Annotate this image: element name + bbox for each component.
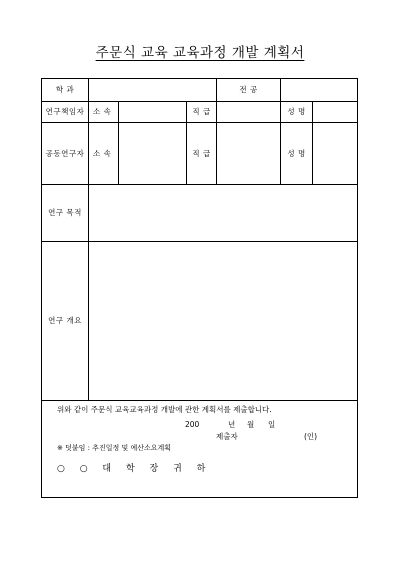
co-researcher-label: 공동연구자: [42, 123, 89, 185]
document-title: 주문식 교육 교육과정 개발 계획서: [95, 45, 305, 61]
lead-affiliation-label: 소 속: [89, 102, 119, 123]
co-position-field[interactable]: [217, 123, 281, 185]
lead-position-label: 직 급: [187, 102, 217, 123]
major-field[interactable]: [281, 79, 358, 102]
lead-affiliation-field[interactable]: [119, 102, 187, 123]
co-position-label: 직 급: [187, 123, 217, 185]
overview-label: 연구 개요: [42, 242, 89, 401]
plan-form-table: [41, 78, 358, 498]
submission-statement: 위와 같이 주문식 교육교육과정 개발에 관한 계획서를 제출합니다.: [57, 405, 272, 414]
lead-name-label: 성 명: [281, 102, 313, 123]
year-prefix: 200: [185, 420, 200, 429]
submitter-label: 제출자: [216, 432, 238, 441]
lead-position-field[interactable]: [217, 102, 281, 123]
attachment-note: ※ 덧붙임 : 추진일정 및 예산소요계획: [57, 444, 172, 452]
co-name-field[interactable]: [313, 123, 358, 185]
seal-mark: (인): [304, 432, 318, 441]
purpose-field[interactable]: [89, 185, 358, 242]
purpose-label: 연구 목적: [42, 185, 89, 242]
year-unit: 년: [228, 420, 236, 429]
co-name-label: 성 명: [281, 123, 313, 185]
submission-block: [42, 401, 357, 497]
overview-field[interactable]: [89, 242, 358, 401]
lead-researcher-label: 연구책임자: [42, 102, 89, 123]
major-label: 전 공: [217, 79, 281, 102]
co-affiliation-field[interactable]: [119, 123, 187, 185]
month-unit: 월: [247, 420, 255, 429]
day-unit: 일: [268, 420, 276, 429]
recipient-line: ○ ○ 대 학 장 귀 하: [57, 464, 212, 474]
lead-name-field[interactable]: [313, 102, 358, 123]
department-label: 학 과: [42, 79, 89, 102]
co-affiliation-label: 소 속: [89, 123, 119, 185]
department-field[interactable]: [89, 79, 217, 102]
